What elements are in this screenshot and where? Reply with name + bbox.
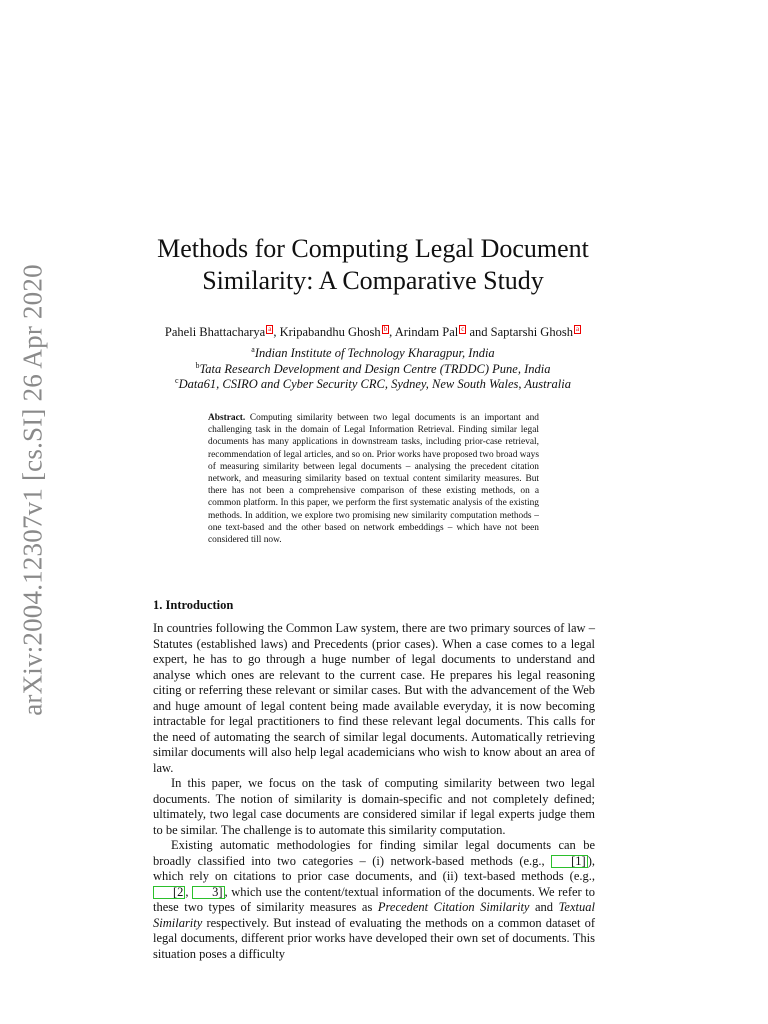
- citation-link[interactable]: 3]: [192, 886, 224, 899]
- affiliation-ref-link[interactable]: a: [268, 325, 272, 333]
- affiliation-mark: b: [195, 361, 200, 370]
- author-name: Arindam Pal: [394, 325, 459, 339]
- paper-title: [0, 233, 746, 297]
- paragraph: In this paper, we focus on the task of computing similarity between two legal documents. The notion of similarity is domain-specific and not completely defined; ultimately, two legal case documents are considered similar if legal experts judge them to be similar. The challenge is to automate this similarity computation.: [153, 776, 595, 837]
- affiliation-c: [0, 376, 746, 392]
- citation-link[interactable]: [1]: [551, 855, 588, 868]
- paragraph-text: respectively. But instead of evaluating the methods on a common dataset of legal documents, different prior works have developed their own set of documents. This situation poses a difficulty: [153, 915, 595, 961]
- affiliation-text: Tata Research Development and Design Centre (TRDDC) Pune, India: [199, 362, 551, 377]
- abstract-text: Computing similarity between two legal documents is an important and challenging task in the domain of Legal Information Retrieval. Finding similar legal documents has many applications in downstream tasks, including prior-case retrieval, recommendation of legal articles, and so on. Prior works have proposed two broad ways of measuring similarity between legal documents – analysing the precedent citation network, and measuring similarity based on textual content similarity measures. But there has not been a comprehensive comparison of these existing methods, on a common platform. In this paper, we perform the first systematic analysis of the existing methods. In addition, we explore two promising new similarity computation methods – one text-based and the other based on network embeddings – which have not been considered till now.: [208, 413, 539, 546]
- section-heading: 1. Introduction: [153, 598, 234, 612]
- title-line-2: Similarity: A Comparative Study: [202, 266, 544, 295]
- term-emphasis: Precedent Citation Similarity: [377, 900, 530, 914]
- affiliation-text: Data61, CSIRO and Cyber Security CRC, Sydney, New South Wales, Australia: [178, 377, 571, 392]
- author-separator: and: [466, 325, 491, 339]
- affiliation-mark: c: [175, 376, 179, 385]
- author-name: Paheli Bhattacharya: [164, 325, 266, 339]
- citation-link[interactable]: [2: [153, 886, 185, 899]
- paragraph: In countries following the Common Law system, there are two primary sources of law – Statutes (established laws) and Precedents (prior cases). When a case comes to a legal expert, he has to go through a huge number of legal documents to understand and analyse which ones are relevant to the current case. He prepares his legal reasoning citing or referring these relevant or similar cases. But with the advancement of the Web and huge amount of legal content being made available everyday, it is now becoming intractable for legal practitioners to find these relevant legal documents. This calls for the need of automating the search of similar legal documents. Automatically retrieving similar documents will also help legal academicians who wish to know about an area of law.: [153, 621, 595, 775]
- abstract-label: Abstract.: [208, 413, 246, 423]
- paragraph: [153, 838, 595, 962]
- abstract: [208, 412, 539, 546]
- affiliation-ref-link[interactable]: c: [461, 325, 465, 333]
- author-list: [0, 325, 746, 340]
- affiliation-ref-link[interactable]: b: [383, 325, 388, 333]
- paragraph-text: , which use the content/textual information of the documents. We refer to these two types of similarity measures as: [153, 884, 595, 914]
- affiliation-ref-link[interactable]: a: [575, 325, 580, 333]
- introduction-body: [153, 621, 595, 962]
- paragraph-text: ,: [185, 884, 193, 899]
- author-separator: ,: [389, 325, 395, 339]
- affiliation-mark: a: [251, 345, 255, 354]
- arxiv-sidebar: [13, 264, 53, 716]
- paragraph-text: ), which rely on citations to prior case documents, and (ii) text-based methods (e.g.,: [153, 853, 595, 883]
- affiliation-text: Indian Institute of Technology Kharagpur, India: [254, 346, 495, 361]
- author-name: Kripabandhu Ghosh: [279, 325, 381, 339]
- paragraph-text: and: [529, 900, 559, 914]
- arxiv-stamp: arXiv:2004.12307v1 [cs.SI] 26 Apr 2020: [17, 264, 48, 716]
- paragraph-text: Existing automatic methodologies for finding similar legal documents can be broadly classified into two categories – (i) network-based methods (e.g.,: [153, 838, 595, 868]
- term-emphasis: Textual Similarity: [153, 900, 595, 930]
- author-name: Saptarshi Ghosh: [490, 325, 573, 339]
- title-line-1: Methods for Computing Legal Document: [157, 234, 589, 263]
- author-separator: ,: [273, 325, 280, 339]
- affiliation-a: [0, 345, 746, 361]
- affiliation-b: [0, 361, 746, 377]
